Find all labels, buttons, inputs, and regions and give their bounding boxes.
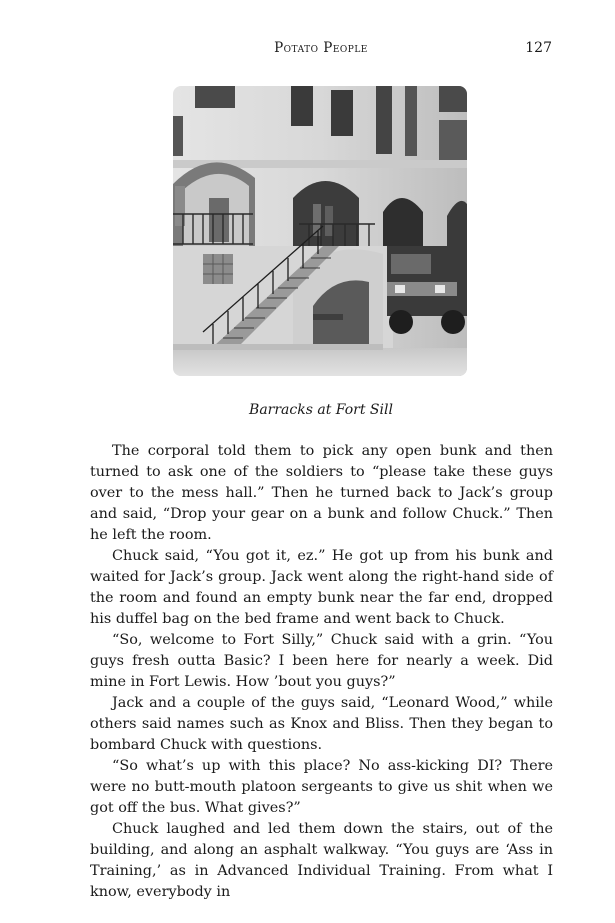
figure-caption: Barracks at Fort Sill xyxy=(249,402,393,418)
paragraph: The corporal told them to pick any open bunk and then turned to ask one of the soldiers to “please take these guys over to the mess hall.” Then he turned back to Jack’s group and said, “Drop your gear on a bunk and follow Chuck.” Then he left the room. xyxy=(90,443,553,543)
barracks-photo xyxy=(173,86,467,376)
paragraph: Chuck said, “You got it, ez.” He got up from his bunk and waited for Jack’s group. Jack went along the right-hand side of the room and found an empty bunk near the far end, dropped his duffel bag on the bed frame and went back to Chuck. xyxy=(90,548,553,627)
paragraph: “So what’s up with this place? No ass-kicking DI? There were no butt-mouth platoon sergeants to give us shit when we got off the bus. What gives?” xyxy=(90,758,553,816)
body-text xyxy=(90,441,553,903)
paragraph: Chuck laughed and led them down the stairs, out of the building, and along an asphalt walkway. “You guys are ‘Ass in Training,’ as in Advanced Individual Training. From what I know, everybody in xyxy=(90,821,553,900)
running-title: Potato People xyxy=(274,40,368,56)
paragraph: Jack and a couple of the guys said, “Leonard Wood,” while others said names such as Knox and Bliss. Then they began to bombard Chuck with questions. xyxy=(90,695,553,753)
paragraph: “So, welcome to Fort Silly,” Chuck said with a grin. “You guys fresh outta Basic? I been here for nearly a week. Did mine in Fort Lewis. How ’bout you guys?” xyxy=(90,632,553,690)
page-number: 127 xyxy=(525,40,552,56)
running-head xyxy=(90,40,552,62)
